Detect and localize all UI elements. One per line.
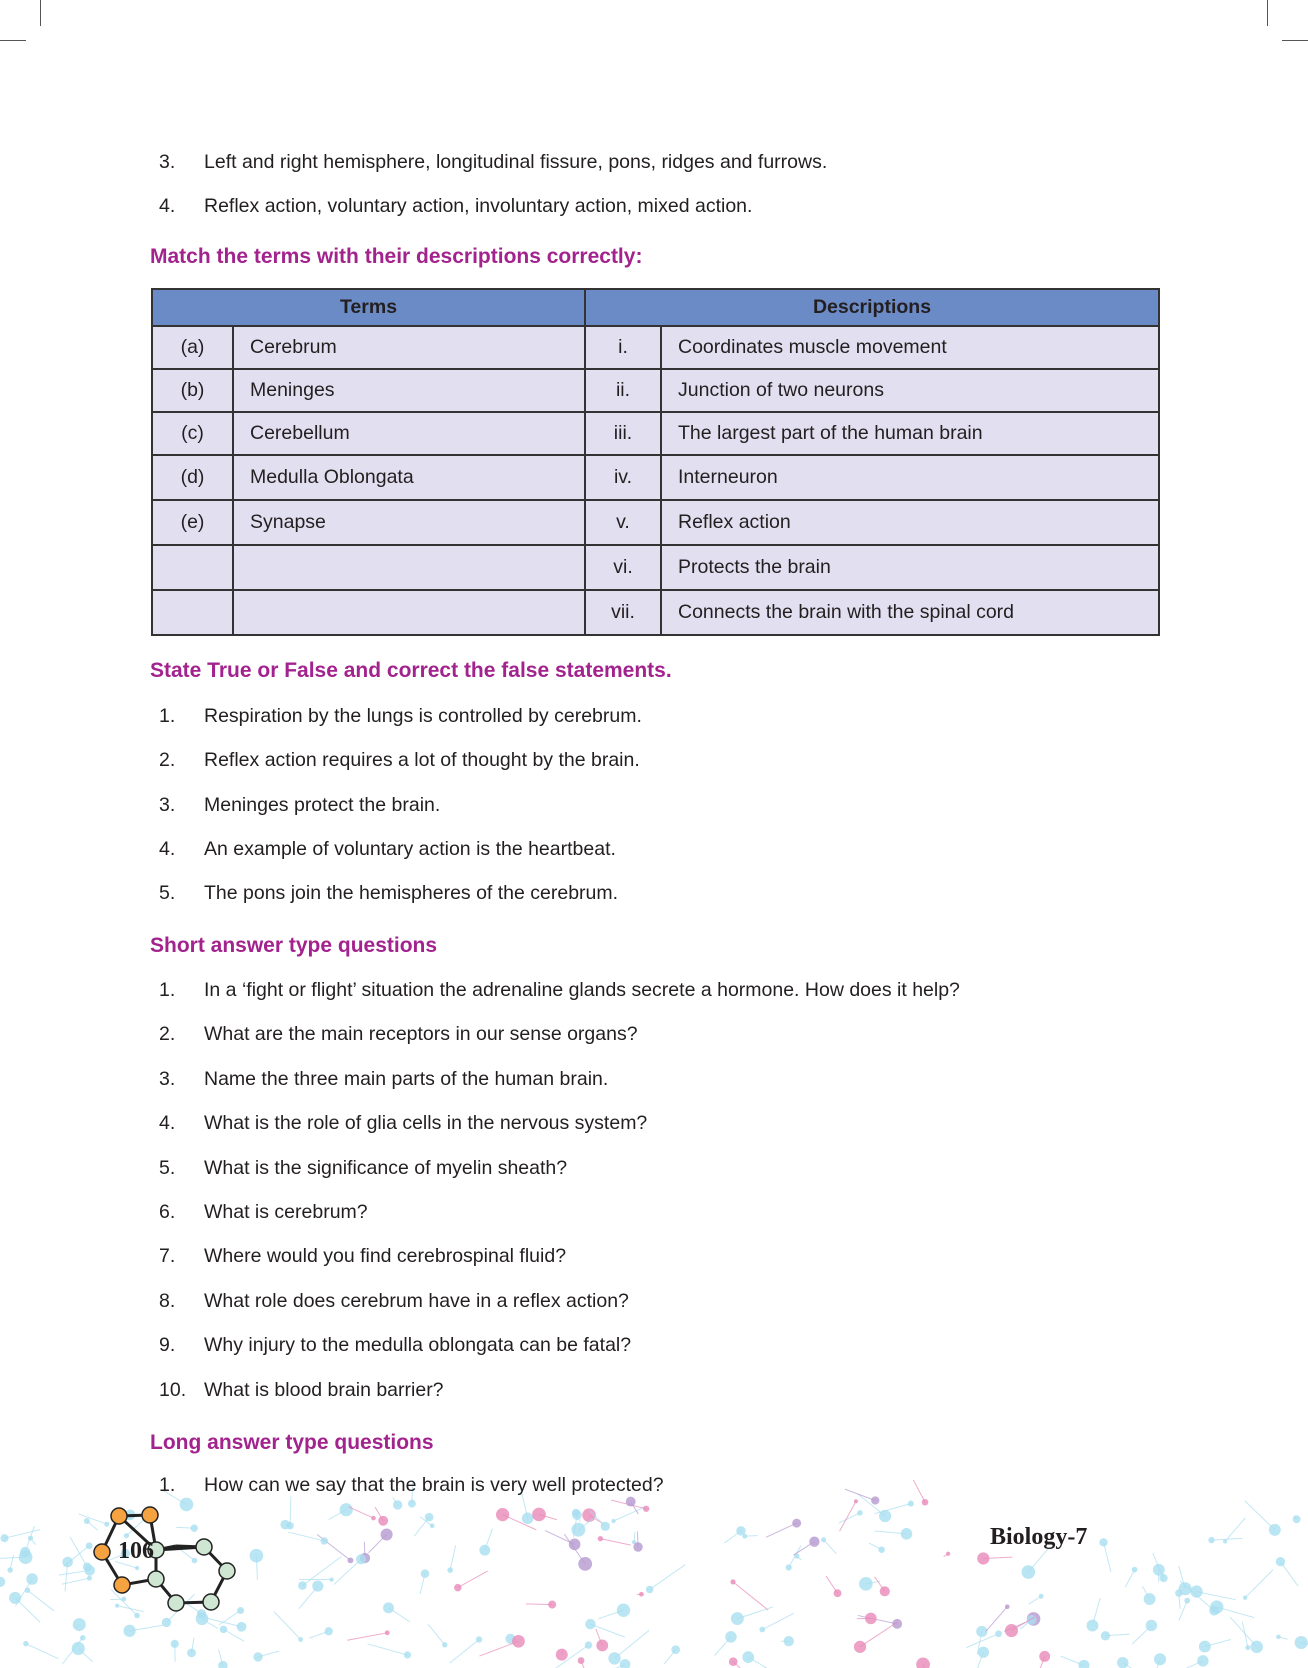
table-row (152, 590, 1159, 635)
molecule-bond (428, 1624, 445, 1645)
molecule-bond (600, 1539, 630, 1545)
molecule-node (865, 1613, 877, 1625)
molecule-node (218, 1661, 227, 1668)
molecule-node (425, 1513, 434, 1522)
molecule-node (298, 1581, 307, 1590)
table-row (152, 545, 1159, 590)
table-row (152, 455, 1159, 500)
molecule-node (1101, 1631, 1110, 1640)
molecule-node (371, 1516, 376, 1521)
molecule-bond (615, 1630, 650, 1658)
item-text: What is cerebrum? (204, 1201, 368, 1223)
molecule-node (608, 1652, 620, 1664)
item-text: Respiration by the lungs is controlled by cerebrum. (204, 705, 642, 727)
molecule-node (977, 1552, 989, 1564)
molecule-node (80, 1635, 86, 1641)
item-number: 6. (159, 1201, 176, 1223)
molecule-bond (368, 1644, 408, 1655)
molecule-node (7, 1567, 12, 1572)
molecule-node (123, 1625, 135, 1637)
molecule-node (1144, 1593, 1156, 1605)
molecule-bond (733, 1582, 768, 1610)
description-text: The largest part of the human brain (661, 412, 1159, 455)
item-number: 1. (159, 1474, 176, 1496)
molecule-node (1027, 1615, 1037, 1625)
molecule-node (404, 1651, 411, 1658)
match-table (151, 288, 1160, 636)
term-name: Cerebellum (233, 412, 585, 455)
molecule-node (1039, 1651, 1050, 1662)
item-text: Meninges protect the brain. (204, 793, 441, 816)
molecule-node (19, 1550, 33, 1564)
molecule-node (1087, 1620, 1099, 1632)
item-number: 5. (159, 1156, 176, 1179)
short-answer-heading: Short answer type questions (150, 934, 438, 957)
item-number: 10. (159, 1378, 187, 1401)
molecule-node (585, 1619, 595, 1629)
molecule-node (643, 1506, 649, 1512)
molecule-node (383, 1602, 394, 1613)
molecule-node (556, 1649, 568, 1661)
molecule-bond (860, 1622, 898, 1647)
molecule-node (9, 1592, 21, 1604)
molecule-node (532, 1508, 546, 1522)
term-name: Cerebrum (233, 326, 585, 369)
molecule-node (1199, 1641, 1211, 1653)
molecule-node (978, 1647, 989, 1658)
description-text: Coordinates muscle movement (661, 326, 1159, 369)
molecule-bond (1225, 1518, 1245, 1542)
molecule-node (1132, 1567, 1138, 1573)
item-text: Name the three main parts of the human brain. (204, 1067, 609, 1090)
molecule-node (1197, 1655, 1208, 1666)
molecule-node (1295, 1636, 1308, 1649)
molecule-node (821, 1537, 826, 1542)
molecule-node (476, 1636, 482, 1642)
molecule-node (1251, 1641, 1263, 1653)
molecule-node (1154, 1653, 1166, 1665)
item-number: 1. (159, 705, 176, 727)
molecule-node (1276, 1557, 1285, 1566)
molecule-bond (824, 1540, 837, 1554)
molecule-node (834, 1589, 842, 1597)
page-number: 106 (118, 1538, 154, 1564)
item-text: Where would you find cerebrospinal fluid? (204, 1245, 567, 1268)
molecule-node (784, 1636, 794, 1646)
item-number: 8. (159, 1289, 176, 1312)
molecule-node (23, 1641, 28, 1646)
molecule-node (385, 1630, 390, 1635)
molecule-node (786, 1564, 792, 1570)
item-text: Reflex action, voluntary action, involuntary action, mixed action. (204, 195, 753, 217)
molecule-node (298, 1637, 303, 1642)
item-text: What is the role of glia cells in the nervous system? (204, 1112, 648, 1135)
molecule-node (522, 1513, 534, 1525)
item-number: 5. (159, 882, 176, 905)
molecule-node (329, 1578, 333, 1582)
molecule-node (620, 1659, 631, 1668)
molecule-node (393, 1500, 402, 1509)
descriptions-header: Descriptions (585, 289, 1159, 326)
item-text: Reflex action requires a lot of thought by the brain. (204, 749, 640, 772)
molecule-node (626, 1497, 636, 1507)
molecule-node (759, 1627, 765, 1633)
item-number: 4. (159, 1112, 176, 1135)
molecule-node (892, 1619, 902, 1629)
molecule-node (220, 1626, 228, 1634)
term-letter: (c) (152, 412, 233, 455)
description-numeral: vii. (585, 590, 661, 635)
item-number: 2. (159, 749, 176, 772)
molecule-bond (650, 1565, 685, 1590)
item-number: 3. (159, 1067, 176, 1090)
molecule-node (1099, 1538, 1107, 1546)
molecule-node (729, 1657, 738, 1666)
molecule-node (742, 1651, 754, 1663)
molecule-bond (274, 1612, 301, 1640)
molecule-node (84, 1518, 90, 1524)
molecule-node (601, 1522, 610, 1531)
molecule-node (378, 1516, 388, 1526)
crop-mark (0, 40, 26, 41)
molecule-node (611, 1519, 615, 1523)
item-number: 9. (159, 1334, 176, 1357)
crop-mark (40, 0, 41, 26)
description-numeral: v. (585, 500, 661, 545)
molecule-node (878, 1546, 884, 1552)
molecule-node (548, 1601, 556, 1609)
molecule-node (596, 1640, 608, 1652)
molecule-node (26, 1573, 38, 1585)
description-text: Interneuron (661, 455, 1159, 500)
molecule-node (187, 1648, 196, 1657)
molecule-node (1153, 1564, 1165, 1576)
item-text: What is the significance of myelin sheath? (204, 1156, 568, 1179)
term-letter: (e) (152, 500, 233, 545)
term-letter (152, 590, 233, 635)
item-text: How can we say that the brain is very well protected? (204, 1474, 664, 1496)
molecule-node (421, 1569, 430, 1578)
item-number: 4. (159, 837, 176, 860)
molecule-node (572, 1509, 580, 1517)
molecule-node (598, 1536, 603, 1541)
item-text: Left and right hemisphere, longitudinal fissure, pons, ridges and furrows. (204, 151, 828, 173)
molecule-node (340, 1503, 353, 1516)
molecule-node (479, 1545, 490, 1556)
molecule-node (1276, 1635, 1281, 1640)
molecule-node (312, 1580, 323, 1591)
item-text: What are the main receptors in our sense organs? (204, 1023, 638, 1046)
molecule-bond (986, 1607, 1007, 1631)
molecule-node (639, 1592, 644, 1597)
molecule-node (578, 1657, 585, 1664)
molecule-node (1078, 1660, 1089, 1668)
molecule-bond (614, 1507, 646, 1521)
molecule-bond (204, 1617, 242, 1626)
molecule-node (946, 1552, 950, 1556)
molecule-node (1293, 1515, 1301, 1523)
molecule-node (730, 1579, 735, 1584)
molecule-node (854, 1499, 858, 1503)
item-number: 4. (159, 195, 176, 217)
description-text: Junction of two neurons (661, 369, 1159, 412)
molecule-bond (1242, 1622, 1248, 1648)
description-numeral: iv. (585, 455, 661, 500)
molecule-node (1005, 1624, 1018, 1637)
term-name: Medulla Oblongata (233, 455, 585, 500)
molecule-node (922, 1499, 929, 1506)
item-number: 3. (159, 793, 176, 816)
molecule-bond (349, 1507, 374, 1518)
molecule-bond (1179, 1601, 1187, 1621)
molecule-node (1184, 1598, 1190, 1604)
molecule-node (1208, 1537, 1214, 1543)
molecule-bond (762, 1613, 793, 1629)
description-text: Reflex action (661, 500, 1159, 545)
molecule-node (253, 1652, 262, 1661)
term-name (233, 545, 585, 590)
item-text: What is blood brain barrier? (204, 1378, 444, 1401)
long-answer-heading: Long answer type questions (150, 1431, 434, 1454)
item-text: The pons join the hemispheres of the cerebrum. (204, 882, 619, 905)
molecule-node (408, 1500, 416, 1508)
item-number: 2. (159, 1023, 176, 1046)
molecule-node (1117, 1657, 1128, 1668)
molecule-node (171, 1640, 179, 1648)
molecule-node (356, 1554, 366, 1564)
molecule-node (325, 1627, 333, 1635)
term-letter: (b) (152, 369, 233, 412)
molecule-node (571, 1523, 585, 1537)
molecule-node (1209, 1606, 1219, 1616)
molecule-node (585, 1641, 592, 1648)
molecule-bond (347, 1633, 387, 1640)
molecule-node (617, 1604, 630, 1617)
molecule-bond (334, 1559, 361, 1584)
molecule-bond (590, 1624, 624, 1637)
term-name: Synapse (233, 500, 585, 545)
terms-header: Terms (152, 289, 585, 326)
molecule-bond (27, 1590, 53, 1611)
item-text: Why injury to the medulla oblongata can be fatal? (204, 1334, 632, 1357)
molecule-node (646, 1586, 654, 1594)
molecule-bond (26, 1644, 59, 1659)
molecule-node (976, 1626, 987, 1637)
description-numeral: i. (585, 326, 661, 369)
molecule-node (1175, 1589, 1183, 1597)
molecule-node (0, 1577, 5, 1587)
molecule-node (578, 1557, 592, 1571)
term-letter: (a) (152, 326, 233, 369)
truefalse-heading: State True or False and correct the false statements. (150, 659, 672, 682)
molecule-node (731, 1612, 744, 1625)
molecule-node (1269, 1524, 1281, 1536)
molecule-bond (911, 1480, 925, 1502)
molecule-bond (290, 1496, 291, 1525)
molecule-node (512, 1635, 525, 1648)
molecule-node (859, 1577, 873, 1591)
match-heading: Match the terms with their descriptions correctly: (150, 245, 643, 268)
term-letter (152, 545, 233, 590)
molecule-bond (1245, 1501, 1275, 1530)
table-row (152, 326, 1159, 369)
molecule-node (1243, 1596, 1247, 1600)
molecule-bond (1104, 1542, 1111, 1571)
description-text: Protects the brain (661, 545, 1159, 590)
molecule-node (381, 1528, 393, 1540)
item-text: An example of voluntary action is the heartbeat. (204, 837, 616, 860)
molecule-node (1245, 1645, 1250, 1650)
molecule-bond (450, 1545, 455, 1570)
item-text: In a ‘fight or flight’ situation the adrenaline glands secrete a hormone. How does it help? (204, 979, 960, 1001)
molecule-node (496, 1508, 509, 1521)
molecule-node (73, 1618, 86, 1631)
description-text: Connects the brain with the spinal cord (661, 590, 1159, 635)
molecule-node (671, 1645, 680, 1654)
table-row (152, 500, 1159, 545)
molecule-node (725, 1631, 737, 1643)
item-number: 3. (159, 151, 176, 173)
table-row (152, 369, 1159, 412)
molecule-bond (458, 1571, 488, 1588)
book-title: Biology-7 (990, 1524, 1088, 1550)
molecule-node (854, 1641, 866, 1653)
molecule-node (442, 1642, 447, 1647)
molecule-node (1223, 1539, 1227, 1543)
molecule-bond (302, 1557, 341, 1586)
crop-mark (1267, 0, 1268, 26)
molecule-node (1021, 1565, 1035, 1579)
molecule-bond (5, 1530, 41, 1539)
molecule-node (280, 1520, 289, 1529)
molecule-node (736, 1526, 745, 1535)
molecule-node (430, 1523, 435, 1528)
molecule-bond (766, 1523, 797, 1537)
molecule-node (1160, 1574, 1168, 1582)
molecule-node (28, 1535, 33, 1540)
molecule-node (1146, 1620, 1157, 1631)
term-name: Meninges (233, 369, 585, 412)
molecule-bond (450, 1639, 479, 1663)
molecule-node (995, 1630, 1002, 1637)
molecule-node (1039, 1594, 1044, 1599)
item-number: 7. (159, 1245, 176, 1268)
hexagon-molecule-icon (90, 1505, 240, 1615)
molecule-bond (875, 1504, 911, 1514)
description-numeral: iii. (585, 412, 661, 455)
table-row (152, 412, 1159, 455)
molecule-node (633, 1542, 642, 1551)
molecule-node (447, 1567, 453, 1573)
molecule-bond (1125, 1570, 1134, 1587)
molecule-bond (1245, 1570, 1273, 1598)
molecule-node (901, 1528, 913, 1540)
molecule-node (916, 1658, 930, 1668)
description-numeral: vi. (585, 545, 661, 590)
molecule-node (0, 1534, 8, 1542)
molecule-node (809, 1537, 819, 1547)
molecule-node (908, 1501, 914, 1507)
molecule-bond (845, 1489, 875, 1500)
molecule-node (348, 1557, 354, 1563)
term-name (233, 590, 585, 635)
molecule-node (792, 1519, 801, 1528)
molecule-node (237, 1622, 247, 1632)
molecule-node (871, 1496, 879, 1504)
molecule-node (1005, 1604, 1010, 1609)
item-text: What role does cerebrum have in a reflex action? (204, 1289, 629, 1312)
molecule-node (321, 1537, 328, 1544)
molecule-node (454, 1584, 462, 1592)
molecule-bond (858, 1615, 897, 1623)
crop-mark (1282, 40, 1308, 41)
molecule-node (857, 1510, 863, 1516)
molecule-node (250, 1549, 264, 1563)
molecule-node (880, 1586, 890, 1596)
term-letter: (d) (152, 455, 233, 500)
item-number: 1. (159, 979, 176, 1001)
description-numeral: ii. (585, 369, 661, 412)
